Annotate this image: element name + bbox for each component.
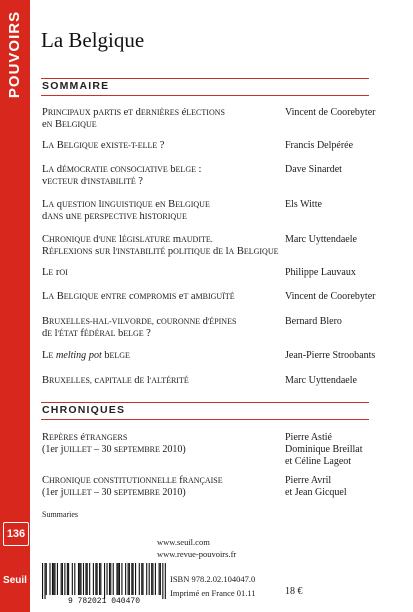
entry-author-line: Marc Uyttendaele [285, 234, 357, 245]
entry-title [42, 432, 280, 456]
entry-author [285, 164, 405, 176]
barcode-bar [68, 563, 69, 595]
entry-title [42, 140, 280, 152]
chroniques-heading: CHRONIQUES [42, 404, 126, 416]
barcode-bar [42, 563, 43, 599]
barcode-bar [142, 563, 143, 595]
barcode-bar [83, 563, 84, 595]
barcode-bar [135, 563, 136, 595]
barcode-bar [118, 563, 119, 595]
entry-author [285, 234, 405, 246]
entry-title-line: eN BELGIQUE [42, 119, 97, 130]
barcode-bar [165, 563, 166, 599]
barcode-bar [46, 563, 47, 595]
barcode-bar [155, 563, 156, 595]
entry-author-line: Marc Uyttendaele [285, 375, 357, 386]
barcode-bar [149, 563, 150, 595]
entry-title-line: (1er jUILLET – 30 sEPTEMBRE 2010) [42, 487, 186, 498]
barcode-bar [53, 563, 54, 595]
summaries-label: Summaries [42, 510, 78, 519]
barcode-bar [99, 563, 100, 595]
barcode-bar [121, 563, 122, 595]
entry-title-line: RÉFLEXIONS sUR l'INSTABILITÉ pOLITIQUE dE lA BELGIQUE [42, 246, 279, 257]
entry-title-line: PRINCIPAUX pARTIS eT dERNIÈRES éLECTIONS [42, 107, 225, 118]
entry-author-line: Pierre Astié [285, 432, 332, 443]
entry-author [285, 475, 405, 499]
entry-author-line: Dominique Breillat [285, 444, 363, 455]
entry-title [42, 199, 280, 223]
barcode-bar [78, 563, 79, 595]
entry-author [285, 375, 405, 387]
barcode-bar [52, 563, 53, 595]
barcode-bar [119, 563, 120, 595]
entry-author-line: Els Witte [285, 199, 322, 210]
divider-chroniques-top [41, 402, 369, 403]
barcode-bar [160, 563, 161, 595]
barcode-bar [109, 563, 110, 595]
barcode-bar [104, 563, 105, 599]
barcode-bar [106, 563, 107, 595]
entry-title-line: LA qUESTION lINGUISTIQUE eN BELGIQUE [42, 199, 210, 210]
entry-author-line: Bernard Blero [285, 316, 342, 327]
barcode-bar [89, 563, 90, 595]
entry-author-line: Philippe Lauvaux [285, 267, 356, 278]
entry-title-line: REPÈRES éTRANGERS [42, 432, 128, 443]
barcode-bar [67, 563, 68, 595]
barcode-bar [113, 563, 114, 595]
barcode-bar [74, 563, 75, 595]
entry-title-line: LE melting pot bELGE [42, 350, 130, 361]
entry-title-line: LA dÉMOCRATIE cONSOCIATIVE bELGE : [42, 164, 202, 175]
entry-title [42, 375, 280, 387]
divider-sommaire [41, 95, 369, 96]
entry-author-line: Vincent de Coorebyter [285, 291, 376, 302]
barcode-bar [146, 563, 147, 595]
entry-author [285, 432, 405, 468]
entry-title-line: CHRONIQUE d'UNE lÉGISLATURE mAUDITE. [42, 234, 213, 245]
entry-title [42, 475, 280, 499]
barcode-bar [128, 563, 129, 595]
entry-title [42, 267, 280, 279]
entry-title-line: vECTEUR d'INSTABILITÉ ? [42, 176, 143, 187]
entry-author [285, 107, 405, 119]
barcode-bar [44, 563, 45, 599]
entry-title-line: BRUXELLES-HAL-VILVORDE, cOURONNE d'ÉPINES [42, 316, 237, 327]
barcode-bar [133, 563, 134, 595]
barcode-bar [125, 563, 126, 595]
entry-author [285, 267, 405, 279]
barcode-bar [159, 563, 160, 595]
publisher-name: Seuil [3, 575, 27, 586]
entry-title [42, 291, 280, 303]
barcode-bar [95, 563, 96, 595]
entry-author [285, 291, 405, 303]
entry-author-line: Jean-Pierre Stroobants [285, 350, 376, 361]
barcode-bar [131, 563, 132, 595]
entry-author [285, 316, 405, 328]
entry-title [42, 316, 280, 340]
entry-title-line: dE l'ÉTAT fÉDÉRAL bELGE ? [42, 328, 151, 339]
spine-series-title: POUVOIRS [6, 10, 24, 98]
entry-author [285, 199, 405, 211]
barcode-digits: 9 782021 040470 [67, 597, 140, 606]
entry-title [42, 164, 280, 188]
entry-title-line: CHRONIQUE cONSTITUTIONNELLE fRANÇAISE [42, 475, 223, 486]
entry-author [285, 140, 405, 152]
website-revue[interactable]: www.revue-pouvoirs.fr [157, 549, 237, 559]
barcode-bar [151, 563, 152, 595]
barcode-bar [79, 563, 80, 595]
barcode-bar [100, 563, 101, 595]
barcode-bar [61, 563, 62, 595]
isbn: ISBN 978.2.02.104047.0 [170, 574, 256, 584]
entry-title-line: (1er jUILLET – 30 sEPTEMBRE 2010) [42, 444, 186, 455]
entry-author-line: Dave Sinardet [285, 164, 342, 175]
entry-author-line: Francis Delpérée [285, 140, 354, 151]
barcode-bar [57, 563, 58, 595]
barcode-bars-icon [42, 563, 166, 599]
barcode-bar [97, 563, 98, 595]
entry-author-line: et Jean Gicquel [285, 487, 347, 498]
entry-author-line: Vincent de Coorebyter [285, 107, 376, 118]
barcode [42, 563, 166, 607]
entry-author-line: et Céline Lageot [285, 456, 352, 467]
barcode-bar [141, 563, 142, 595]
barcode-bar [49, 563, 50, 595]
barcode-bar [116, 563, 117, 595]
entry-title-line: BRUXELLES, cAPITALE dE l'ALTÉRITÉ [42, 375, 189, 386]
barcode-bar [162, 563, 163, 599]
entry-title [42, 234, 280, 258]
barcode-bar [80, 563, 81, 595]
barcode-bar [129, 563, 130, 595]
entry-title-line: LA BELGIQUE eNTRE cOMPROMIS eT aMBIGUÏTÉ [42, 291, 235, 302]
entry-author [285, 350, 405, 362]
entry-title-line: LE rOI [42, 267, 68, 278]
barcode-bar [152, 563, 153, 595]
price: 18 € [285, 586, 303, 597]
entry-title [42, 107, 280, 131]
divider-chroniques [41, 419, 369, 420]
printed-in: Imprimé en France 01.11 [170, 588, 256, 598]
barcode-bar [139, 563, 140, 595]
barcode-bar [54, 563, 55, 595]
barcode-bar [87, 563, 88, 595]
barcode-bar [62, 563, 63, 595]
entry-title [42, 350, 280, 362]
entry-title-line: LA BELGIQUE eXISTE-T-ELLE ? [42, 140, 165, 151]
entry-author-line: Pierre Avril [285, 475, 332, 486]
barcode-bar [64, 563, 65, 595]
divider-top [41, 78, 369, 79]
barcode-bar [85, 563, 86, 595]
website-seuil[interactable]: www.seuil.com [157, 537, 210, 547]
barcode-bar [110, 563, 111, 595]
barcode-bar [72, 563, 73, 595]
barcode-bar [93, 563, 94, 595]
sommaire-heading: SOMMAIRE [42, 80, 110, 92]
entry-title-line: dANS uNE pERSPECTIVE hISTORIQUE [42, 211, 187, 222]
page-title: La Belgique [41, 28, 145, 52]
issue-number: 136 [3, 522, 29, 546]
spine-band [0, 0, 30, 612]
